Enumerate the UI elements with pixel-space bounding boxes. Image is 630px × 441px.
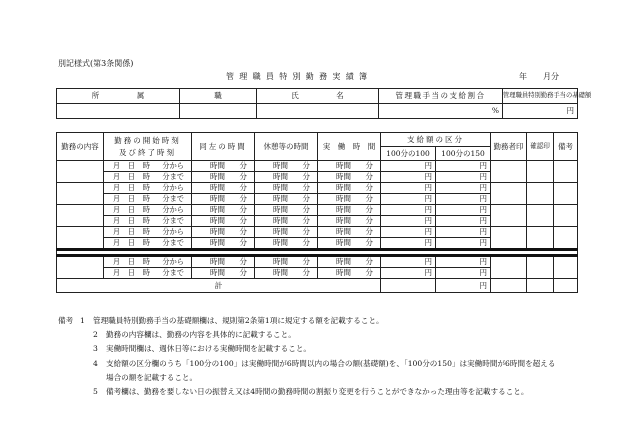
sub-100-header: 100分の100 xyxy=(381,147,436,161)
rest-time-cell[interactable] xyxy=(255,227,318,238)
affiliation-value[interactable] xyxy=(57,104,180,119)
note-number: 5 xyxy=(93,387,98,397)
hours-label: 時間 xyxy=(210,172,225,182)
note-text: 管理職員特別勤務手当の基礎額欄は、規則第2条第1項に規定する額を記載すること。 xyxy=(93,316,384,325)
rest-time-cell[interactable] xyxy=(255,194,318,205)
base-amount-value[interactable]: 円 xyxy=(503,104,578,119)
start-time-cell[interactable] xyxy=(104,161,192,172)
day-label: 日 xyxy=(127,257,135,267)
note-item xyxy=(58,342,555,356)
day-label: 日 xyxy=(127,183,135,193)
minutes-label: 分 xyxy=(365,238,373,248)
confirm-seal-cell[interactable] xyxy=(527,183,554,205)
actual-time-header: 実 働 時 間 xyxy=(318,133,381,161)
hours-label: 時間 xyxy=(273,161,288,171)
start-end-header-line1: 勤務の開始時刻 xyxy=(114,136,181,146)
amount-150-cell[interactable]: 円 xyxy=(436,194,491,205)
officer-seal-cell[interactable] xyxy=(491,183,527,205)
hour-label: 時 xyxy=(142,257,150,267)
work-content-cell[interactable] xyxy=(57,205,104,227)
table-row xyxy=(57,161,578,172)
end-time-cell[interactable] xyxy=(104,238,192,250)
start-time-cell[interactable] xyxy=(104,227,192,238)
same-left-time-cell[interactable] xyxy=(192,205,255,216)
allowance-rate-header: 管理職手当の支給割合 xyxy=(379,89,503,104)
hours-label: 時間 xyxy=(336,238,351,248)
note-item xyxy=(58,357,555,371)
table-row xyxy=(57,183,578,194)
note-text: 支給額の区分欄のうち「100分の100」は実働時間が6時間以内の場合の額(基礎額)を、「100分の150」は実働時間が6時間を超える xyxy=(106,358,556,368)
month-label: 月 xyxy=(112,194,121,204)
hours-label: 時間 xyxy=(273,238,288,248)
note-number: 1 xyxy=(80,316,85,325)
actual-time-cell[interactable] xyxy=(318,227,381,238)
same-left-time-cell[interactable] xyxy=(192,256,255,268)
total-150[interactable]: 円 xyxy=(436,279,491,293)
hour-label: 時 xyxy=(142,172,150,182)
end-time-cell[interactable] xyxy=(104,172,192,183)
minutes-label: 分 xyxy=(239,257,247,267)
work-content-cell[interactable] xyxy=(57,161,104,183)
hours-label: 時間 xyxy=(273,194,288,204)
hours-label: 時間 xyxy=(336,257,351,267)
actual-time-cell[interactable] xyxy=(318,172,381,183)
month-label: 月 xyxy=(112,161,121,171)
confirm-seal-cell[interactable] xyxy=(527,205,554,227)
minutes-label: 分 xyxy=(302,205,310,215)
hour-label: 時 xyxy=(142,205,150,215)
hours-label: 時間 xyxy=(210,238,225,248)
sub-150-header: 100分の150 xyxy=(436,147,491,161)
note-number: 4 xyxy=(93,358,98,368)
minutes-label: 分 xyxy=(365,161,373,171)
remarks-cell[interactable] xyxy=(554,227,578,250)
start-end-header-line2: 及び終了時刻 xyxy=(119,147,176,157)
note-item xyxy=(58,314,555,328)
month-label: 月 xyxy=(112,205,121,215)
rest-time-cell[interactable] xyxy=(255,161,318,172)
work-content-cell[interactable] xyxy=(57,256,104,279)
rest-time-cell[interactable] xyxy=(255,238,318,250)
day-label: 日 xyxy=(127,227,135,237)
end-time-cell[interactable] xyxy=(104,216,192,227)
same-left-time-cell[interactable] xyxy=(192,238,255,250)
confirm-seal-header: 確認印 xyxy=(527,133,554,161)
day-label: 日 xyxy=(127,238,135,248)
minutes-label: 分 xyxy=(302,227,310,237)
amount-100-cell[interactable]: 円 xyxy=(381,216,436,227)
amount-150-cell[interactable]: 円 xyxy=(436,172,491,183)
minutes-label: 分 xyxy=(302,172,310,182)
notes xyxy=(58,314,555,399)
minutes-label: 分 xyxy=(302,183,310,193)
amount-100-cell[interactable]: 円 xyxy=(381,238,436,250)
minutes-label: 分 xyxy=(302,257,310,267)
note-text: 場合の額を記載すること。 xyxy=(106,372,198,382)
amount-150-cell[interactable]: 円 xyxy=(436,238,491,250)
hours-label: 時間 xyxy=(210,205,225,215)
end-time-cell[interactable] xyxy=(104,268,192,279)
table-row xyxy=(57,205,578,216)
minute-suffix: 分から xyxy=(162,227,184,237)
hour-label: 時 xyxy=(142,268,150,278)
amount-100-cell[interactable]: 円 xyxy=(381,172,436,183)
month-label: 月 xyxy=(112,183,121,193)
day-label: 日 xyxy=(127,268,135,278)
name-value[interactable] xyxy=(257,104,379,119)
actual-time-cell[interactable] xyxy=(318,194,381,205)
hours-label: 時間 xyxy=(273,172,288,182)
same-left-header: 同左の時間 xyxy=(192,133,255,161)
rest-time-cell[interactable] xyxy=(255,183,318,194)
hours-label: 時間 xyxy=(336,268,351,278)
minutes-label: 分 xyxy=(365,227,373,237)
total-row xyxy=(57,279,578,293)
amount-150-cell[interactable]: 円 xyxy=(436,227,491,238)
position-value[interactable] xyxy=(180,104,257,119)
hours-label: 時間 xyxy=(273,257,288,267)
hours-label: 時間 xyxy=(210,194,225,204)
minutes-label: 分 xyxy=(239,205,247,215)
minutes-label: 分 xyxy=(302,194,310,204)
start-time-cell[interactable] xyxy=(104,183,192,194)
minutes-label: 分 xyxy=(302,216,310,226)
amount-150-cell[interactable]: 円 xyxy=(436,256,491,268)
amount-100-cell[interactable]: 円 xyxy=(381,256,436,268)
officer-seal-cell[interactable] xyxy=(491,205,527,227)
hours-label: 時間 xyxy=(210,183,225,193)
hours-label: 時間 xyxy=(210,268,225,278)
affiliation-header: 所 属 xyxy=(57,89,180,104)
allowance-rate-value[interactable]: % xyxy=(379,104,503,119)
minute-suffix: 分まで xyxy=(162,194,184,204)
same-left-time-cell[interactable] xyxy=(192,161,255,172)
minutes-label: 分 xyxy=(302,268,310,278)
hours-label: 時間 xyxy=(336,216,351,226)
minute-suffix: 分から xyxy=(162,161,184,171)
remarks-cell[interactable] xyxy=(554,205,578,227)
confirm-seal-cell[interactable] xyxy=(527,161,554,183)
rest-time-cell[interactable] xyxy=(255,172,318,183)
same-left-time-cell[interactable] xyxy=(192,172,255,183)
remarks-header: 備考 xyxy=(554,133,578,161)
rest-time-cell[interactable] xyxy=(255,205,318,216)
hour-label: 時 xyxy=(142,183,150,193)
content-header: 勤務の内容 xyxy=(57,133,104,161)
amount-150-cell[interactable]: 円 xyxy=(436,268,491,279)
officer-seal-cell[interactable] xyxy=(491,161,527,183)
actual-time-cell[interactable] xyxy=(318,268,381,279)
work-content-cell[interactable] xyxy=(57,183,104,205)
day-label: 日 xyxy=(127,216,135,226)
amount-150-cell[interactable]: 円 xyxy=(436,183,491,194)
amount-100-cell[interactable]: 円 xyxy=(381,194,436,205)
year-month-label: 年 月分 xyxy=(519,72,559,81)
note-number: 2 xyxy=(93,330,98,340)
position-header: 職 xyxy=(180,89,257,104)
remarks-cell[interactable] xyxy=(554,256,578,279)
hours-label: 時間 xyxy=(210,257,225,267)
minute-suffix: 分まで xyxy=(162,238,184,248)
minutes-label: 分 xyxy=(239,172,247,182)
hours-label: 時間 xyxy=(210,161,225,171)
minutes-label: 分 xyxy=(365,216,373,226)
actual-time-cell[interactable] xyxy=(318,216,381,227)
amount-100-cell[interactable]: 円 xyxy=(381,161,436,172)
minutes-label: 分 xyxy=(239,183,247,193)
minutes-label: 分 xyxy=(365,205,373,215)
hours-label: 時間 xyxy=(273,183,288,193)
total-label: 計 xyxy=(57,279,381,293)
minutes-label: 分 xyxy=(302,238,310,248)
day-label: 日 xyxy=(127,172,135,182)
same-left-time-cell[interactable] xyxy=(192,194,255,205)
day-label: 日 xyxy=(127,205,135,215)
minutes-label: 分 xyxy=(239,268,247,278)
actual-time-cell[interactable] xyxy=(318,238,381,250)
hours-label: 時間 xyxy=(273,205,288,215)
officer-seal-cell[interactable] xyxy=(491,227,527,250)
note-text: 勤務の内容欄は、勤務の内容を具体的に記載すること。 xyxy=(106,330,296,340)
minutes-label: 分 xyxy=(239,227,247,237)
amount-150-cell[interactable]: 円 xyxy=(436,205,491,216)
name-header: 氏 名 xyxy=(257,89,379,104)
hours-label: 時間 xyxy=(336,161,351,171)
officer-seal-header: 勤務者印 xyxy=(491,133,527,161)
same-left-time-cell[interactable] xyxy=(192,183,255,194)
hours-label: 時間 xyxy=(336,205,351,215)
actual-time-cell[interactable] xyxy=(318,205,381,216)
hour-label: 時 xyxy=(142,216,150,226)
minutes-label: 分 xyxy=(239,194,247,204)
note-number: 3 xyxy=(93,344,98,354)
document-title: 管理職員特別勤務実績簿 xyxy=(226,72,373,81)
note-text: 実働時間欄は、週休日等における実働時間を記載すること。 xyxy=(106,344,312,354)
day-label: 日 xyxy=(127,161,135,171)
minutes-label: 分 xyxy=(365,183,373,193)
hours-label: 時間 xyxy=(336,183,351,193)
minute-suffix: 分から xyxy=(162,183,184,193)
actual-time-cell[interactable] xyxy=(318,161,381,172)
work-entries-top xyxy=(57,161,578,250)
minutes-label: 分 xyxy=(365,257,373,267)
total-officer-seal xyxy=(491,279,527,293)
start-time-cell[interactable] xyxy=(104,205,192,216)
minute-suffix: 分まで xyxy=(162,172,184,182)
officer-seal-cell[interactable] xyxy=(491,256,527,279)
work-entries-bottom xyxy=(57,256,578,279)
note-item xyxy=(58,385,555,399)
work-log-table xyxy=(56,132,578,293)
hours-label: 時間 xyxy=(273,268,288,278)
base-amount-header: 管理職員特別勤務手当の基礎額 xyxy=(503,89,578,104)
same-left-time-cell[interactable] xyxy=(192,216,255,227)
hours-label: 時間 xyxy=(210,227,225,237)
day-label: 日 xyxy=(127,194,135,204)
table-row xyxy=(57,227,578,238)
minutes-label: 分 xyxy=(365,172,373,182)
month-label: 月 xyxy=(112,216,121,226)
hour-label: 時 xyxy=(142,194,150,204)
hours-label: 時間 xyxy=(210,216,225,226)
amount-150-cell[interactable]: 円 xyxy=(436,161,491,172)
total-100[interactable] xyxy=(381,279,436,293)
remarks-cell[interactable] xyxy=(554,161,578,183)
hours-label: 時間 xyxy=(336,172,351,182)
confirm-seal-cell[interactable] xyxy=(527,227,554,250)
hour-label: 時 xyxy=(142,161,150,171)
amount-100-cell[interactable]: 円 xyxy=(381,227,436,238)
minute-suffix: 分から xyxy=(162,205,184,215)
employee-info-table xyxy=(56,88,592,119)
amount-100-cell[interactable]: 円 xyxy=(381,205,436,216)
month-label: 月 xyxy=(112,227,121,237)
minute-suffix: 分から xyxy=(162,257,184,267)
rest-time-header: 休憩等の時間 xyxy=(255,133,318,161)
hour-label: 時 xyxy=(142,238,150,248)
minute-suffix: 分まで xyxy=(162,216,184,226)
hours-label: 時間 xyxy=(273,216,288,226)
amount-100-cell[interactable]: 円 xyxy=(381,268,436,279)
actual-time-cell[interactable] xyxy=(318,256,381,268)
hours-label: 時間 xyxy=(336,227,351,237)
notes-lead: 備考 xyxy=(58,316,74,325)
hours-label: 時間 xyxy=(273,227,288,237)
table-row xyxy=(57,256,578,268)
month-label: 月 xyxy=(112,257,121,267)
month-label: 月 xyxy=(112,172,121,182)
work-content-cell[interactable] xyxy=(57,227,104,250)
minutes-label: 分 xyxy=(239,238,247,248)
confirm-seal-cell[interactable] xyxy=(527,256,554,279)
month-label: 月 xyxy=(112,238,121,248)
minutes-label: 分 xyxy=(239,216,247,226)
minutes-label: 分 xyxy=(239,161,247,171)
hour-label: 時 xyxy=(142,227,150,237)
note-item xyxy=(58,371,555,385)
rest-time-cell[interactable] xyxy=(255,256,318,268)
payment-category-header: 支給額の区分 xyxy=(381,133,491,147)
total-remarks xyxy=(554,279,578,293)
actual-time-cell[interactable] xyxy=(318,183,381,194)
hours-label: 時間 xyxy=(336,194,351,204)
rest-time-cell[interactable] xyxy=(255,268,318,279)
minutes-label: 分 xyxy=(302,161,310,171)
remarks-cell[interactable] xyxy=(554,183,578,205)
total-confirm-seal xyxy=(527,279,554,293)
minutes-label: 分 xyxy=(365,194,373,204)
form-label: 別記様式(第3条関係) xyxy=(58,59,134,68)
minute-suffix: 分まで xyxy=(162,268,184,278)
same-left-time-cell[interactable] xyxy=(192,227,255,238)
minutes-label: 分 xyxy=(365,268,373,278)
note-text: 備考欄は、勤務を要しない日の振替え又は4時間の勤務時間の割振り変更を行うことができなかった理由等を記載すること。 xyxy=(106,387,529,397)
amount-100-cell[interactable]: 円 xyxy=(381,183,436,194)
note-item xyxy=(58,328,555,342)
rest-time-cell[interactable] xyxy=(255,216,318,227)
same-left-time-cell[interactable] xyxy=(192,268,255,279)
start-time-cell[interactable] xyxy=(104,256,192,268)
start-end-header xyxy=(104,133,192,161)
amount-150-cell[interactable]: 円 xyxy=(436,216,491,227)
month-label: 月 xyxy=(112,268,121,278)
end-time-cell[interactable] xyxy=(104,194,192,205)
